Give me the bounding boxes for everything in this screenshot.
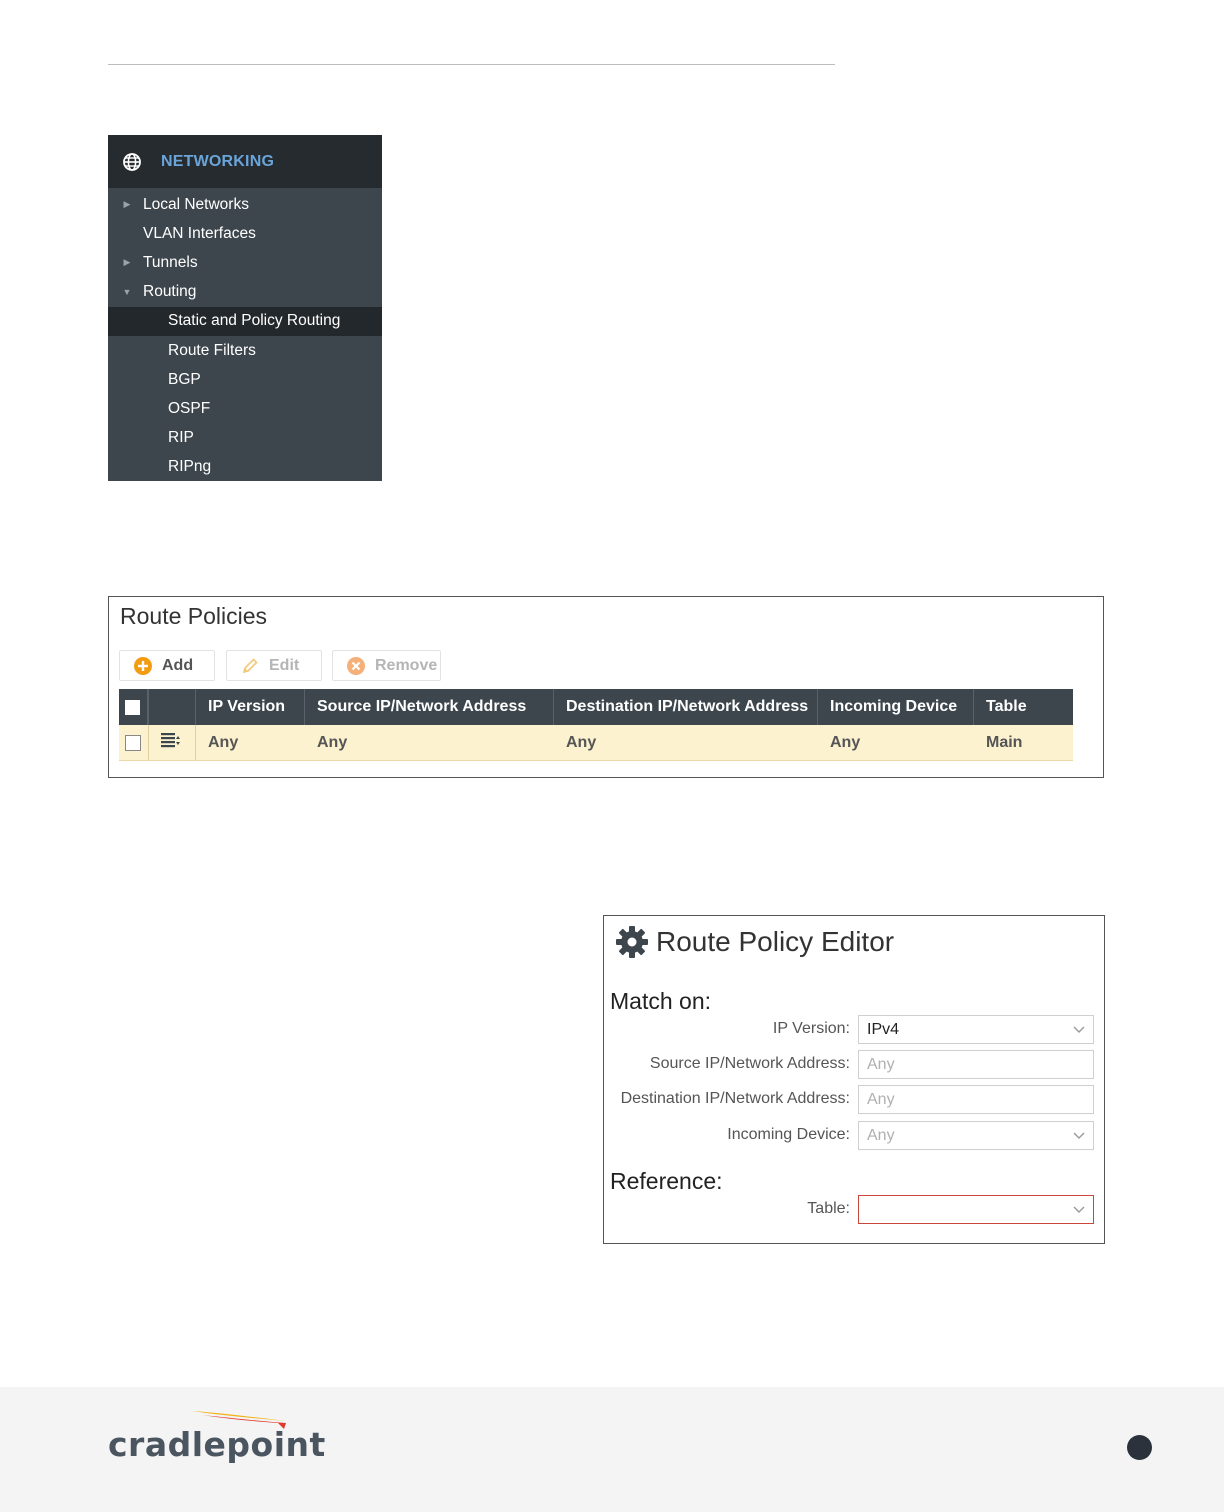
- remove-button[interactable]: [332, 650, 441, 681]
- route-policies-table: [119, 689, 1073, 761]
- nav-item-label: BGP: [168, 370, 201, 388]
- networking-nav: [108, 135, 382, 481]
- nav-item-label: RIPng: [168, 458, 212, 476]
- destination-row: [604, 1085, 1104, 1114]
- chevron-down-icon: [1073, 1023, 1085, 1035]
- cell-table: Main: [986, 733, 1023, 751]
- incoming-device-row: [604, 1121, 1104, 1150]
- row-reorder[interactable]: [148, 725, 196, 760]
- source-row: [604, 1050, 1104, 1079]
- nav-item-label: Routing: [143, 283, 197, 301]
- nav-header[interactable]: [108, 135, 382, 188]
- chevron-down-icon: [1073, 1129, 1085, 1141]
- column-header[interactable]: Table: [986, 698, 1027, 715]
- cell-incoming-device: Any: [830, 733, 861, 751]
- incoming-device-label: Incoming Device:: [727, 1126, 850, 1143]
- incoming-device-placeholder: Any: [867, 1126, 895, 1144]
- row-checkbox[interactable]: [125, 735, 141, 751]
- header-select-all[interactable]: [119, 689, 148, 725]
- source-placeholder: Any: [867, 1055, 895, 1073]
- nav-item-label: OSPF: [168, 399, 211, 417]
- caret-down-icon: ▼: [122, 287, 132, 298]
- nav-item-label: Static and Policy Routing: [168, 312, 341, 330]
- nav-item-static-policy-routing[interactable]: [108, 307, 382, 336]
- match-on-heading: Match on:: [610, 988, 711, 1014]
- destination-placeholder: Any: [867, 1090, 895, 1108]
- nav-item-local-networks[interactable]: [108, 190, 382, 219]
- column-header[interactable]: Incoming Device: [818, 689, 974, 725]
- nav-item-ospf[interactable]: [108, 394, 382, 423]
- cell-source: Any: [317, 733, 348, 751]
- edit-button[interactable]: [226, 650, 322, 681]
- header-spacer: [148, 689, 196, 725]
- nav-item-vlan-interfaces[interactable]: [108, 219, 382, 248]
- destination-address-input[interactable]: [858, 1085, 1094, 1114]
- table-header: [119, 689, 1073, 725]
- globe-icon: [122, 152, 142, 172]
- remove-label: Remove: [375, 656, 438, 674]
- column-header[interactable]: Destination IP/Network Address: [554, 689, 818, 725]
- column-header[interactable]: Source IP/Network Address: [305, 689, 554, 725]
- caret-right-icon: ▶: [123, 257, 131, 268]
- destination-label: Destination IP/Network Address:: [620, 1090, 850, 1107]
- page-marker: [1127, 1435, 1152, 1460]
- remove-circle-icon: [347, 657, 365, 675]
- panel-title: Route Policies: [120, 603, 268, 629]
- cradlepoint-logo: [108, 1409, 326, 1465]
- ip-version-select[interactable]: [858, 1015, 1094, 1044]
- nav-item-routing[interactable]: [108, 278, 382, 307]
- add-button[interactable]: [119, 650, 215, 681]
- table-label: Table:: [807, 1200, 850, 1217]
- add-label: Add: [162, 656, 194, 674]
- row-select[interactable]: [119, 725, 148, 760]
- edit-label: Edit: [269, 656, 300, 674]
- page-footer: [0, 1387, 1224, 1512]
- editor-header: [614, 924, 894, 960]
- nav-item-label: Route Filters: [168, 341, 256, 359]
- nav-item-label: Tunnels: [143, 253, 198, 271]
- ip-version-row: [604, 1015, 1104, 1044]
- nav-item-label: Local Networks: [143, 195, 249, 213]
- cell-destination: Any: [566, 733, 597, 751]
- nav-item-ripng[interactable]: [108, 453, 382, 482]
- nav-item-label: RIP: [168, 429, 194, 447]
- nav-item-rip[interactable]: [108, 424, 382, 453]
- nav-item-bgp[interactable]: [108, 365, 382, 394]
- logo-text: cradlepoint: [108, 1425, 326, 1464]
- nav-title: NETWORKING: [161, 152, 275, 170]
- table-row-field: [604, 1195, 1104, 1224]
- editor-title: Route Policy Editor: [656, 926, 895, 957]
- drag-handle-icon[interactable]: [161, 732, 181, 753]
- column-header[interactable]: IP Version: [196, 689, 305, 725]
- nav-item-label: VLAN Interfaces: [143, 224, 256, 242]
- reference-heading: Reference:: [610, 1168, 723, 1194]
- gear-icon: [614, 924, 650, 960]
- source-address-input[interactable]: [858, 1050, 1094, 1079]
- incoming-device-select[interactable]: [858, 1121, 1094, 1150]
- cell-ip-version: Any: [208, 733, 239, 751]
- nav-item-tunnels[interactable]: [108, 248, 382, 277]
- pencil-icon: [241, 657, 259, 675]
- chevron-down-icon: [1073, 1203, 1085, 1215]
- nav-list: [108, 188, 382, 482]
- nav-item-route-filters[interactable]: [108, 336, 382, 365]
- caret-right-icon: ▶: [123, 199, 131, 210]
- top-divider: [108, 64, 835, 65]
- select-all-checkbox[interactable]: [125, 700, 140, 715]
- source-label: Source IP/Network Address:: [649, 1055, 850, 1072]
- route-policy-editor: [603, 915, 1105, 1244]
- table-row[interactable]: [119, 725, 1073, 761]
- ip-version-value: IPv4: [867, 1020, 900, 1038]
- plus-circle-icon: [134, 657, 152, 675]
- table-select[interactable]: [858, 1195, 1094, 1224]
- ip-version-label: IP Version:: [772, 1020, 850, 1037]
- route-policies-panel: [108, 596, 1104, 778]
